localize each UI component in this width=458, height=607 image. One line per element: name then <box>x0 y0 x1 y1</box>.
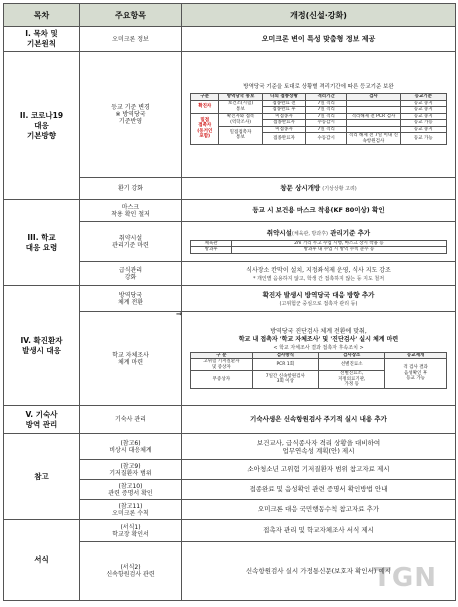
section-3-item-2: 취약시설 관리기준 마련 <box>80 222 182 262</box>
qt-cell: 접종완료 전 <box>262 100 305 107</box>
section-2-item-1: 등교 기준 변경 ※ 방역당국 기준반영 <box>80 52 182 178</box>
ft-cell: 7일간 신속항원검사 3회 이상 <box>252 371 318 389</box>
response-sub: (고위험군 중심으로 접촉자 관리 등) <box>279 300 358 307</box>
section-1-content: 오미크론 변이 특성 맞춤형 정보 제공 <box>182 27 456 52</box>
qt-h-3: 격리기간 <box>306 94 347 101</box>
ft-h-1: 검사방식 <box>252 352 318 359</box>
meal-text: 식사장소 칸막이 설치, 지정좌석제 운영, 식사 지도 강조 <box>246 266 391 274</box>
meal-note: * 개인별 음용하지 않고, 학생 간 접촉하지 않는 등 지도 철저 <box>252 275 385 282</box>
section-2-row-1 <box>4 52 456 178</box>
arrow-icon: ⇒ <box>176 310 182 318</box>
ref-item: (참고10) 관련 증명서 확인 <box>80 480 182 500</box>
self-survey-line-1: 방역당국 진단검사 체계 전환에 맞춰, <box>270 327 367 335</box>
followup-table <box>190 352 447 389</box>
self-survey-line-2: 학교 내 접촉자 '학교 자체조사' 및 '진단검사' 실시 체계 마련 <box>238 335 399 343</box>
qt-group-confirmed: 확진자 <box>191 100 219 113</box>
ft-h-0: 구 분 <box>191 352 252 359</box>
section-3-row-1 <box>4 200 456 222</box>
self-survey-sub: < 학교 자체조사 결과 접촉자 후속조치 > <box>273 344 364 351</box>
ft-cell: 선별진료소 <box>318 359 384 371</box>
watermark-logo: TGN <box>373 563 437 593</box>
vuln-tail: 관리기준 추가 <box>327 228 371 237</box>
document <box>3 3 455 601</box>
header-row <box>4 4 456 27</box>
vuln-cell: 체육관 <box>191 240 232 247</box>
section-3-item-1: 마스크 착용 확인 철저 <box>80 200 182 222</box>
qt-cell: 미접종자 <box>262 126 305 133</box>
qt-contact-notify: 밀접접촉자 통보 <box>219 126 262 145</box>
vuln-cell: 2m 거리 두고 수업 시행, 마스크 상시 착용 등 <box>232 240 447 247</box>
section-1-item: 오미크론 정보 <box>80 27 182 52</box>
form-item: (서식2) 신속항원검사 관련 <box>80 542 182 601</box>
vuln-row <box>191 247 447 254</box>
ref-content: 보건교사, 급식종사자 격리 상황을 대비하여 업무연속성 계획(안) 제시 <box>182 434 456 460</box>
section-4-content-2 <box>182 312 456 406</box>
header-revision: 개정(신설·강화) <box>182 4 456 27</box>
ft-cell: 격 검사 결과 음성확인 후 등교 가능 <box>385 359 446 389</box>
section-4-row-1 <box>4 286 456 312</box>
qt-h-2: 나의 접종상황 <box>262 94 305 101</box>
header-main-items: 주요항목 <box>80 4 182 27</box>
section-2-item-2: 환기 강화 <box>80 178 182 200</box>
ref-item: (참고9) 기저질환자 범위 <box>80 460 182 480</box>
qt-cell: 등교 중지 <box>400 107 446 114</box>
qt-cell: 7일 격리 <box>306 107 347 114</box>
section-2-content-1 <box>182 52 456 178</box>
vuln-cell: 방과후 내 수업 시 방역 수칙 준수 등 <box>232 247 447 254</box>
section-4-title: IV. 확진환자 발생시 대응 <box>4 286 80 406</box>
ref-item: (참고6) 비상시 대응체계 <box>80 434 182 460</box>
ft-cell: 무증상자 <box>191 371 252 389</box>
ref-title: 참고 <box>4 434 80 520</box>
forms-title: 서식 <box>4 520 80 601</box>
section-4-item-1: 방역당국 체계 전환 <box>80 286 182 312</box>
section-5-item: 기숙사 관리 <box>80 406 182 434</box>
ft-h-2: 검사장소 <box>318 352 384 359</box>
qt-cell: 등교 중지 <box>400 100 446 107</box>
section-2-title: II. 코로나19 대응 기본방향 <box>4 52 80 200</box>
ft-cell: 고위험 기저질환자 및 증상자 <box>191 359 252 371</box>
section-3-title: III. 학교 대응 요령 <box>4 200 80 286</box>
qt-cell: 접종완료자 <box>262 120 305 127</box>
section-3-item-3: 급식관리 강화 <box>80 262 182 286</box>
revision-table <box>3 3 456 601</box>
section-3-content-3 <box>182 262 456 286</box>
section-5-row <box>4 406 456 434</box>
qt-cell: 격리해제 전 PCR 검사 <box>347 113 401 120</box>
qt-cell: 격리 해제 전 7일 이내 신속항원검사 <box>347 133 401 145</box>
ft-h-3: 등교재개 <box>385 352 446 359</box>
qt-h-0: 구분 <box>191 94 219 101</box>
quarantine-table <box>190 93 447 145</box>
qt-cell: 7일 격리 <box>306 126 347 133</box>
ft-cell: PCR 1회 <box>252 359 318 371</box>
section-2-content-2 <box>182 178 456 200</box>
qt-cell: 등교 가능 <box>400 133 446 145</box>
section-4-content-1 <box>182 286 456 312</box>
qt-group-contact: 밀접 접촉자 (동거인 포함) <box>191 113 219 145</box>
vuln-sub: (체육관, 방과후) <box>291 230 328 237</box>
qt-h-1: 방역당국 통보 <box>219 94 262 101</box>
qt-h-4: 검사 <box>347 94 401 101</box>
header-toc: 목차 <box>4 4 80 27</box>
qt-cell: 7일 격리 <box>306 100 347 107</box>
ref-row <box>4 434 456 460</box>
qt-cell: 등교 중지 <box>400 126 446 133</box>
form-row <box>4 520 456 542</box>
qt-cell: 접종완료 후 <box>262 107 305 114</box>
qt-notify: 보건소(시험) 통보 <box>219 100 262 113</box>
followup-row <box>191 359 447 371</box>
ft-cell: 선별진료소, 지정의료기관, 가정 등 <box>318 371 384 389</box>
qt-cell: 수동감시 <box>306 120 347 127</box>
qt-cell: 미접종자 <box>262 113 305 120</box>
qt-contact-label: 확진자와 접촉 (역학조사) <box>219 113 262 126</box>
vuln-cell: 방과후 <box>191 247 232 254</box>
form-content: 신속항원검사 실시 가정통신문(보호자 확인서) 예시 <box>182 542 456 601</box>
ref-content: 접종완료 및 음성확인 관련 증명서 확인방법 안내 <box>182 480 456 500</box>
section-5-title: V. 기숙사 방역 관리 <box>4 406 80 434</box>
section-1-row <box>4 27 456 52</box>
section-3-content-2 <box>182 222 456 262</box>
ref-content: 오미크론 대응 국민행동수칙 참고자료 추가 <box>182 500 456 520</box>
ref-content: 소아청소년 고위험 기저질환자 범위 참고자료 제시 <box>182 460 456 480</box>
section-4-item-2: 학교 자체조사 체계 마련 <box>80 312 182 406</box>
vuln-title: 취약시설 <box>266 228 292 237</box>
section-5-content: 기숙사생은 신속항원검사 주기적 실시 내용 추가 <box>182 406 456 434</box>
form-content: 접촉자 관리 및 학교자체조사 서식 제시 <box>182 520 456 542</box>
response-text: 확진자 발생시 방역당국 대응 방향 추가 <box>262 290 375 299</box>
section-1-title: I. 목차 및 기본원칙 <box>4 27 80 52</box>
qt-cell: 7일 격리 <box>306 113 347 120</box>
qt-cell: 등교 가능 <box>400 120 446 127</box>
school-criteria-title: 방역당국 기준을 토대로 상황별 격리기간에 따른 등교기준 보완 <box>243 84 394 90</box>
ref-item: (참고11) 오미크론 수칙 <box>80 500 182 520</box>
qt-cell: 등교 중지 <box>400 113 446 120</box>
ventilation-text: 창문 상시개방 <box>280 183 321 192</box>
qt-cell: 접종완료자 <box>262 133 305 145</box>
vuln-table <box>190 240 447 254</box>
ventilation-sub: (기상상황 고려) <box>322 185 357 192</box>
form-item: (서식1) 학교장 확인서 <box>80 520 182 542</box>
section-3-content-1: 등교 시 보건용 마스크 착용(KF 80이상) 확인 <box>182 200 456 222</box>
qt-cell: 수동감시 <box>306 133 347 145</box>
qt-h-5: 등교기준 <box>400 94 446 101</box>
